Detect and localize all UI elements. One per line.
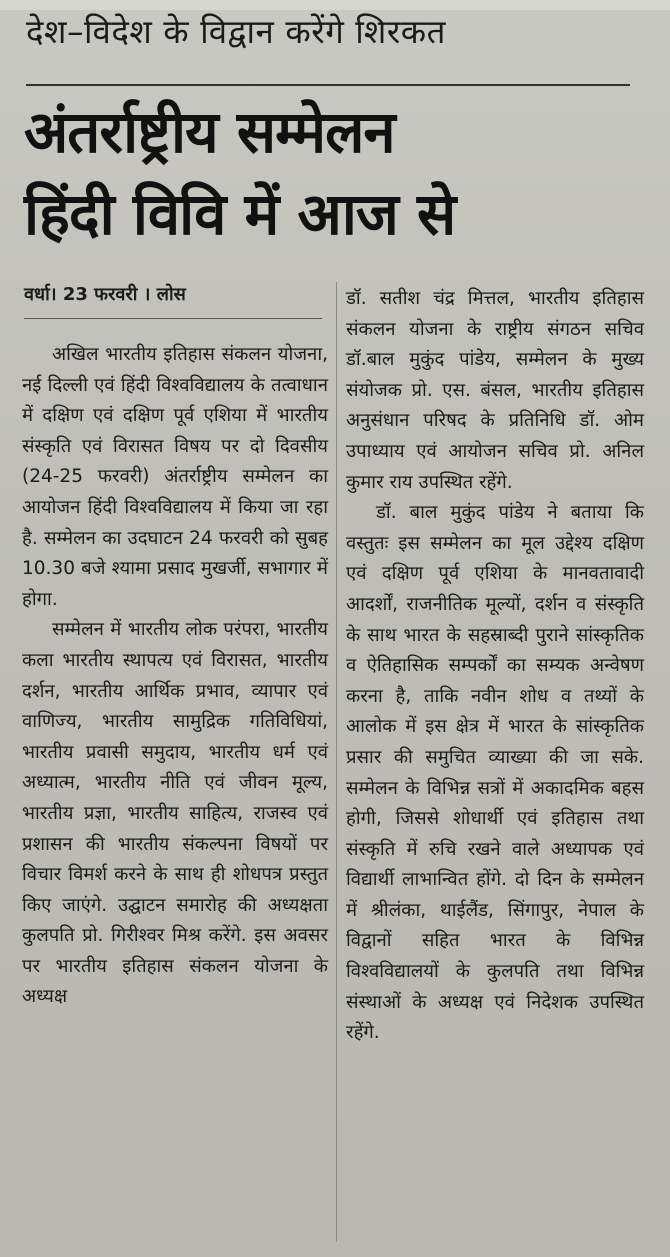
headline-line-2: हिंदी विवि में आज से (24, 180, 456, 248)
right-paragraph-1: डॉ. सतीश चंद्र मित्तल, भारतीय इतिहास संकलन योजना के राष्ट्रीय संगठन सचिव डॉ.बाल मुकुंद पांडेय, सम्मेलन के मुख्य संयोजक प्रो. एस. बंसल, भारतीय इतिहास अनुसंधान परिषद के प्रतिनिधि डॉ. ओम उपाध्याय एवं आयोजन सचिव प्रो. अनिल कुमार राय उपस्थित रहेंगे. (346, 288, 644, 493)
right-paragraph-2: डॉ. बाल मुकुंद पांडेय ने बताया कि वस्तुतः इस सम्मेलन का मूल उद्देश्य दक्षिण एवं दक्षिण पूर्व एशिया के मानवतावादी आदर्शों, राजनीतिक मूल्यों, दर्शन व संस्कृति के साथ भारत के सहस्राब्दी पुराने सांस्कृतिक व ऐतिहासिक सम्पर्कों का सम्यक अन्वेषण करना है, ताकि नवीन शोध व तथ्यों के आलोक में इस क्षेत्र में भारत के सांस्कृतिक प्रसार की समुचित व्याख्या की जा सके. सम्मेलन के विभिन्न सत्रों में अकादमिक बहस होगी, जिससे शोधार्थी एवं इतिहास तथा संस्कृति में रुचि रखने वाले अध्यापक एवं विद्यार्थी लाभान्वित होंगे. दो दिन के सम्मेलन में श्रीलंका, थाईलैंड, सिंगापुर, नेपाल के विद्वानों सहित भारत के विभिन्न विश्वविद्यालयों के कुलपति तथा विभिन्न संस्थाओं के अध्यक्ष एवं निदेशक उपस्थित रहेंगे. (346, 502, 644, 1044)
headline-line-1: अंतर्राष्ट्रीय सम्मेलन (24, 98, 395, 166)
column-divider (336, 282, 337, 1242)
article-column-right (346, 284, 644, 1049)
left-paragraph-2: सम्मेलन में भारतीय लोक परंपरा, भारतीय कला भारतीय स्थापत्य एवं विरासत, भारतीय दर्शन, भारतीय आर्थिक प्रभाव, व्यापार एवं वाणिज्य, भारतीय सामुद्रिक गतिविधियां, भारतीय प्रवासी समुदाय, भारतीय धर्म एवं अध्यात्म, भारतीय नीति एवं जीवन मूल्य, भारतीय प्रज्ञा, भारतीय साहित्य, राजस्व एवं प्रशासन की भारतीय संकल्पना विषयों पर विचार विमर्श करने के साथ ही शोधपत्र प्रस्तुत किए जाएंगे. उद्घाटन समारोह की अध्यक्षता कुलपति प्रो. गिरीश्वर मिश्र करेंगे. इस अवसर पर भारतीय इतिहास संकलन योजना के अध्यक्ष (22, 619, 328, 1008)
dateline: वर्धा। 23 फरवरी । लोस (24, 284, 186, 305)
left-paragraph-1: अखिल भारतीय इतिहास संकलन योजना, नई दिल्ली एवं हिंदी विश्वविद्यालय के तत्वाधान में दक्षिण एवं दक्षिण पूर्व एशिया में भारतीय संस्कृति एवं विरासत विषय पर दो दिवसीय (24-25 फरवरी) अंतर्राष्ट्रीय सम्मेलन का आयोजन हिंदी विश्वविद्यालय में किया जा रहा है. सम्मेलन का उदघाटन 24 फरवरी को सुबह 10.30 बजे श्यामा प्रसाद मुखर्जी, सभागार में होगा. (22, 344, 328, 610)
dateline-divider (24, 318, 322, 319)
kicker-divider (26, 84, 630, 86)
article-column-left (22, 340, 328, 1013)
torn-top-edge (0, 0, 670, 10)
kicker-subheadline: देश–विदेश के विद्वान करेंगे शिरकत (26, 12, 446, 51)
